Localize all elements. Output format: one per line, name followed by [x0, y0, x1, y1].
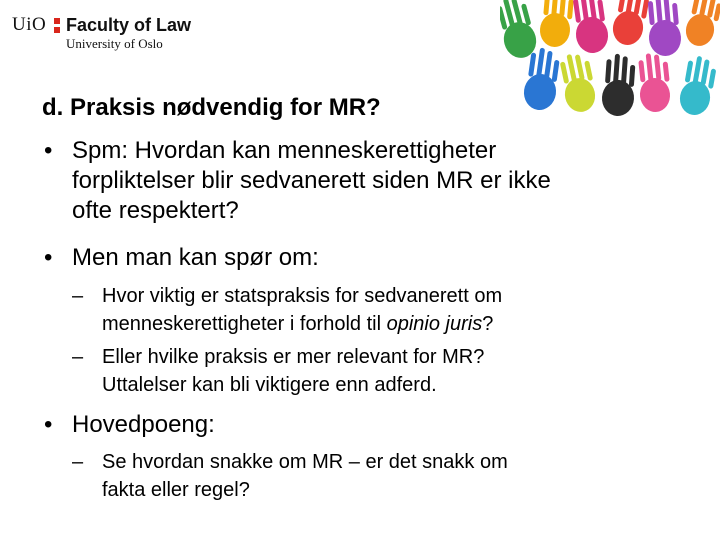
- opinio-juris-term: opinio juris: [386, 313, 483, 335]
- bullet-line: Spm: Hvordan kan menneskerettigheter: [72, 137, 497, 164]
- slide-title: d. Praksis nødvendig for MR?: [42, 94, 381, 121]
- bullet-symbol: •: [44, 137, 53, 164]
- bullet-line: Men man kan spør om:: [72, 244, 319, 271]
- sub-bullet-line: Uttalelser kan bli viktigere enn adferd.: [102, 374, 437, 396]
- logo-dots-icon: [54, 18, 62, 34]
- sub-bullet-text: menneskerettigheter i forhold til: [102, 313, 387, 335]
- logo-uio-text: UiO: [12, 14, 47, 35]
- sub-bullet-line: Se hvordan snakke om MR – er det snakk om: [102, 451, 508, 473]
- sub-bullet-line: fakta eller regel?: [102, 479, 250, 501]
- bullet-line: forpliktelser blir sedvanerett siden MR er ikke: [72, 167, 551, 194]
- sub-bullet-text: ?: [482, 313, 494, 335]
- dash-symbol: –: [72, 285, 84, 307]
- bullet-symbol: •: [44, 411, 53, 438]
- dash-symbol: –: [72, 346, 84, 368]
- bullet-symbol: •: [44, 244, 53, 271]
- bullet-line: Hovedpoeng:: [72, 411, 215, 438]
- sub-bullet-line: Eller hvilke praksis er mer relevant for MR?: [102, 346, 485, 368]
- bullet-line: ofte respektert?: [72, 197, 239, 224]
- dash-symbol: –: [72, 451, 84, 473]
- logo-university-name: University of Oslo: [66, 36, 163, 51]
- logo-faculty-name: Faculty of Law: [66, 15, 192, 35]
- sub-bullet-line: Hvor viktig er statspraksis for sedvanerett om: [102, 285, 503, 307]
- sub-bullet-line: [102, 311, 642, 337]
- colorful-painted-hands-image: [500, 0, 720, 130]
